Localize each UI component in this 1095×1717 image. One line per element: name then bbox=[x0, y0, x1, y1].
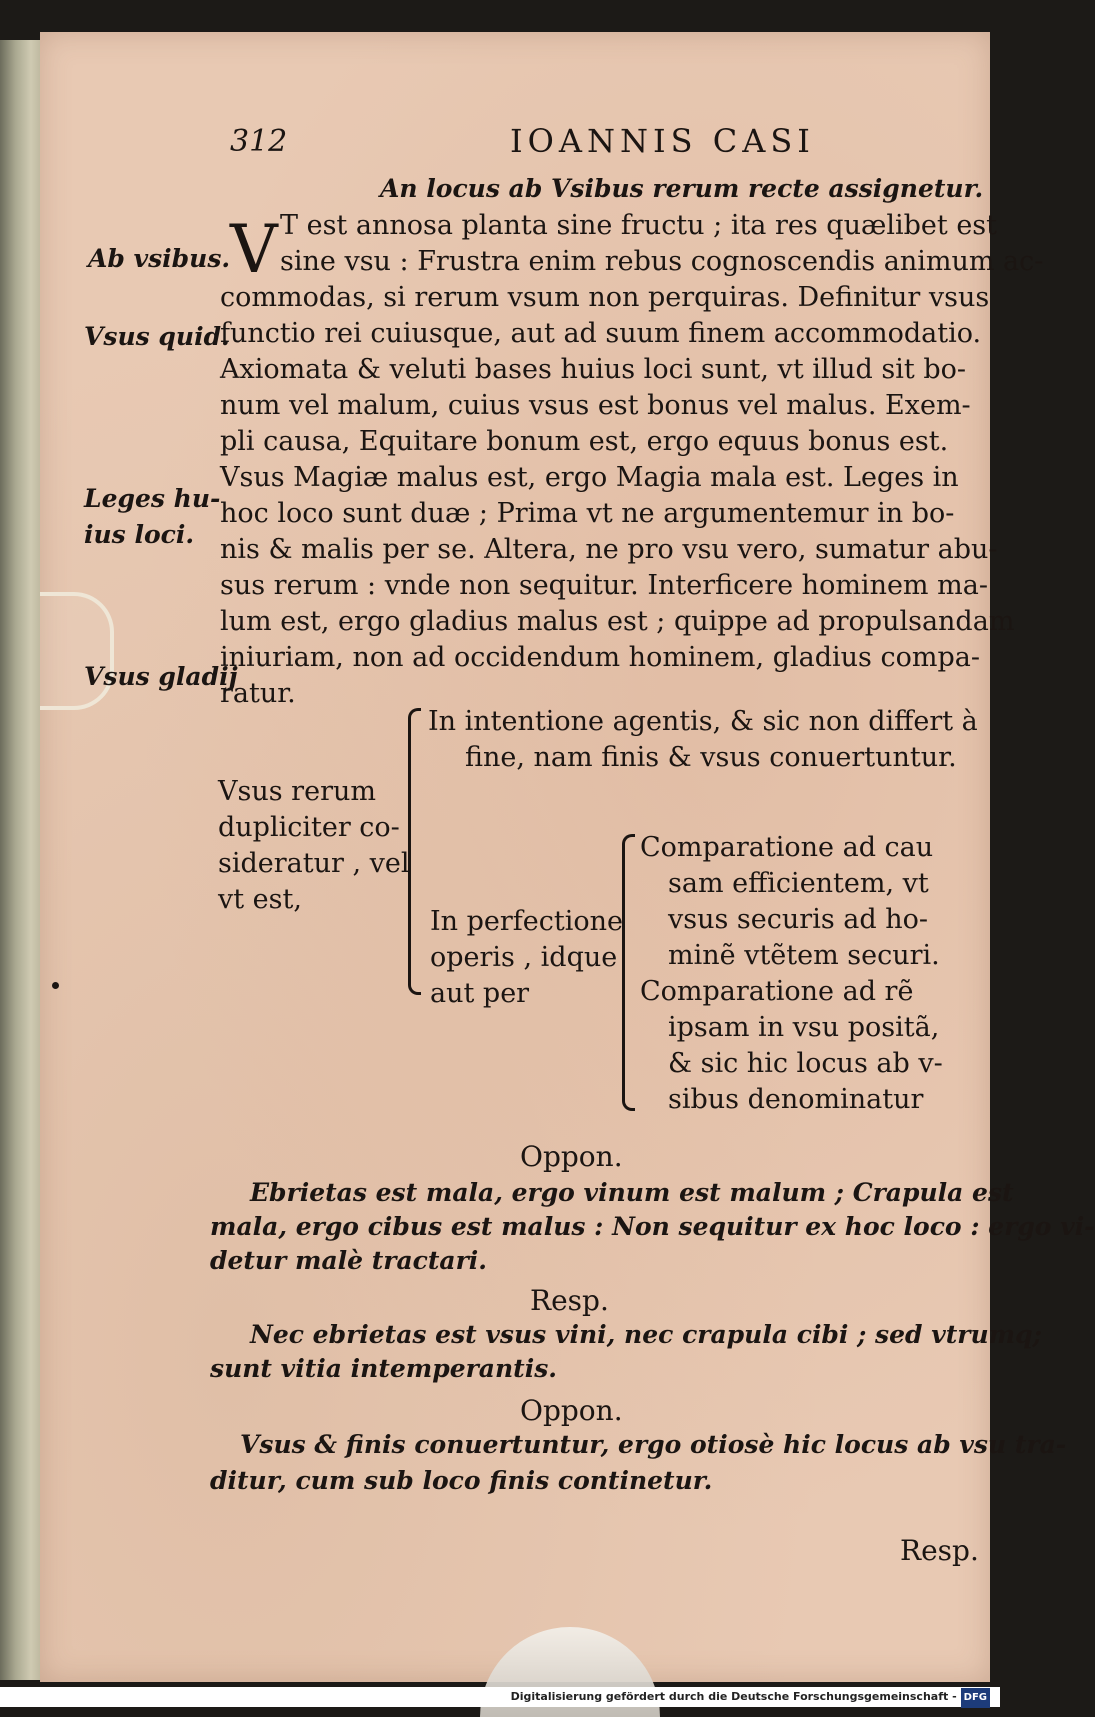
scheme-sub2-line: Comparatione ad rẽ bbox=[640, 976, 914, 1007]
scheme-branch2-line: In perfectione bbox=[430, 906, 624, 937]
body-line: lum est, ergo gladius malus est ; quippe ad propulsandam bbox=[220, 606, 1015, 637]
scheme-sub2-line: sibus denominatur bbox=[668, 1084, 924, 1115]
ink-speck bbox=[52, 982, 59, 989]
body-line: sus rerum : vnde non sequitur. Interficere hominem ma- bbox=[220, 570, 988, 601]
brace-point bbox=[400, 838, 411, 852]
page-number: 312 bbox=[230, 124, 288, 159]
margin-note: Vsus gladij bbox=[84, 662, 238, 691]
drop-cap: V bbox=[230, 211, 278, 288]
scheme-sub1-line: Comparatione ad cau bbox=[640, 832, 934, 863]
objection-line: ditur, cum sub loco finis continetur. bbox=[210, 1466, 713, 1495]
oppon-heading: Oppon. bbox=[520, 1394, 623, 1427]
body-line: Vsus Magiæ malus est, ergo Magia mala est. Leges in bbox=[220, 462, 959, 493]
objection-line: Ebrietas est mala, ergo vinum est malum ; Crapula est bbox=[250, 1178, 1014, 1207]
response-line: sunt vitia intemperantis. bbox=[210, 1354, 557, 1383]
margin-note: Vsus quid. bbox=[84, 322, 230, 351]
scheme-sub2-line: & sic hic locus ab v- bbox=[668, 1048, 943, 1079]
body-line: ratur. bbox=[220, 678, 296, 709]
margin-note: Ab vsibus. bbox=[88, 244, 231, 273]
objection-line: detur malè tractari. bbox=[210, 1246, 488, 1275]
dfg-logo: DFG bbox=[961, 1688, 990, 1708]
sub-brace-top bbox=[622, 834, 635, 967]
brace-top bbox=[408, 708, 421, 841]
body-line: pli causa, Equitare bonum est, ergo equus bonus est. bbox=[220, 426, 949, 457]
scheme-sub1-line: minẽ vtẽtem securi. bbox=[668, 940, 940, 971]
scheme-root-line: vt est, bbox=[218, 884, 302, 915]
running-head: IOANNIS CASI bbox=[510, 122, 815, 160]
body-line: num vel malum, cuius vsus est bonus vel malus. Exem- bbox=[220, 390, 971, 421]
catchword: Resp. bbox=[900, 1534, 979, 1567]
margin-note: Leges hu- bbox=[84, 484, 221, 513]
body-line: functio rei cuiusque, aut ad suum finem accommodatio. bbox=[220, 318, 982, 349]
book-page bbox=[40, 32, 1095, 1682]
scheme-root-line: dupliciter co- bbox=[218, 812, 400, 843]
scheme-root-line: sideratur , vel bbox=[218, 848, 410, 879]
section-title: An locus ab Vsibus rerum recte assignetur. bbox=[380, 174, 984, 203]
brace-bottom bbox=[408, 852, 421, 995]
body-line: T est annosa planta sine fructu ; ita res quælibet est bbox=[280, 210, 998, 241]
scheme-branch1-line: In intentione agentis, & sic non differt à bbox=[428, 706, 978, 737]
footer-credit: Digitalisierung gefördert durch die Deutsche Forschungsgemeinschaft - bbox=[510, 1690, 957, 1703]
body-line: nis & malis per se. Altera, ne pro vsu vero, sumatur abu- bbox=[220, 534, 998, 565]
scheme-root-line: Vsus rerum bbox=[218, 776, 376, 807]
body-line: commodas, si rerum vsum non perquiras. Definitur vsus bbox=[220, 282, 990, 313]
page-clip bbox=[40, 592, 114, 710]
scheme-sub2-line: ipsam in vsu positã, bbox=[668, 1012, 940, 1043]
scheme-sub1-line: sam efficientem, vt bbox=[668, 868, 929, 899]
resp-heading: Resp. bbox=[530, 1284, 609, 1317]
digitization-footer bbox=[0, 1687, 1000, 1707]
objection-line: mala, ergo cibus est malus : Non sequitur ex hoc loco : ergo vi- bbox=[210, 1212, 1095, 1241]
scheme-branch2-line: operis , idque bbox=[430, 942, 618, 973]
body-line: sine vsu : Frustra enim rebus cognoscendis animum ac- bbox=[280, 246, 1044, 277]
margin-note: ius loci. bbox=[84, 520, 195, 549]
body-line: hoc loco sunt duæ ; Prima vt ne argumentemur in bo- bbox=[220, 498, 955, 529]
book-page-edge bbox=[0, 40, 44, 1680]
objection-line: Vsus & finis conuertuntur, ergo otiosè hic locus ab vsu tra- bbox=[240, 1430, 1067, 1459]
sub-brace-bottom bbox=[622, 978, 635, 1111]
response-line: Nec ebrietas est vsus vini, nec crapula cibi ; sed vtrumq; bbox=[250, 1320, 1042, 1349]
scheme-sub1-line: vsus securis ad ho- bbox=[668, 904, 928, 935]
body-line: Axiomata & veluti bases huius loci sunt, vt illud sit bo- bbox=[220, 354, 966, 385]
scheme-branch2-line: aut per bbox=[430, 978, 530, 1009]
scheme-branch1-line: fine, nam finis & vsus conuertuntur. bbox=[465, 742, 957, 773]
sub-brace-point bbox=[614, 964, 625, 978]
oppon-heading: Oppon. bbox=[520, 1140, 623, 1173]
body-line: iniuriam, non ad occidendum hominem, gladius compa- bbox=[220, 642, 980, 673]
